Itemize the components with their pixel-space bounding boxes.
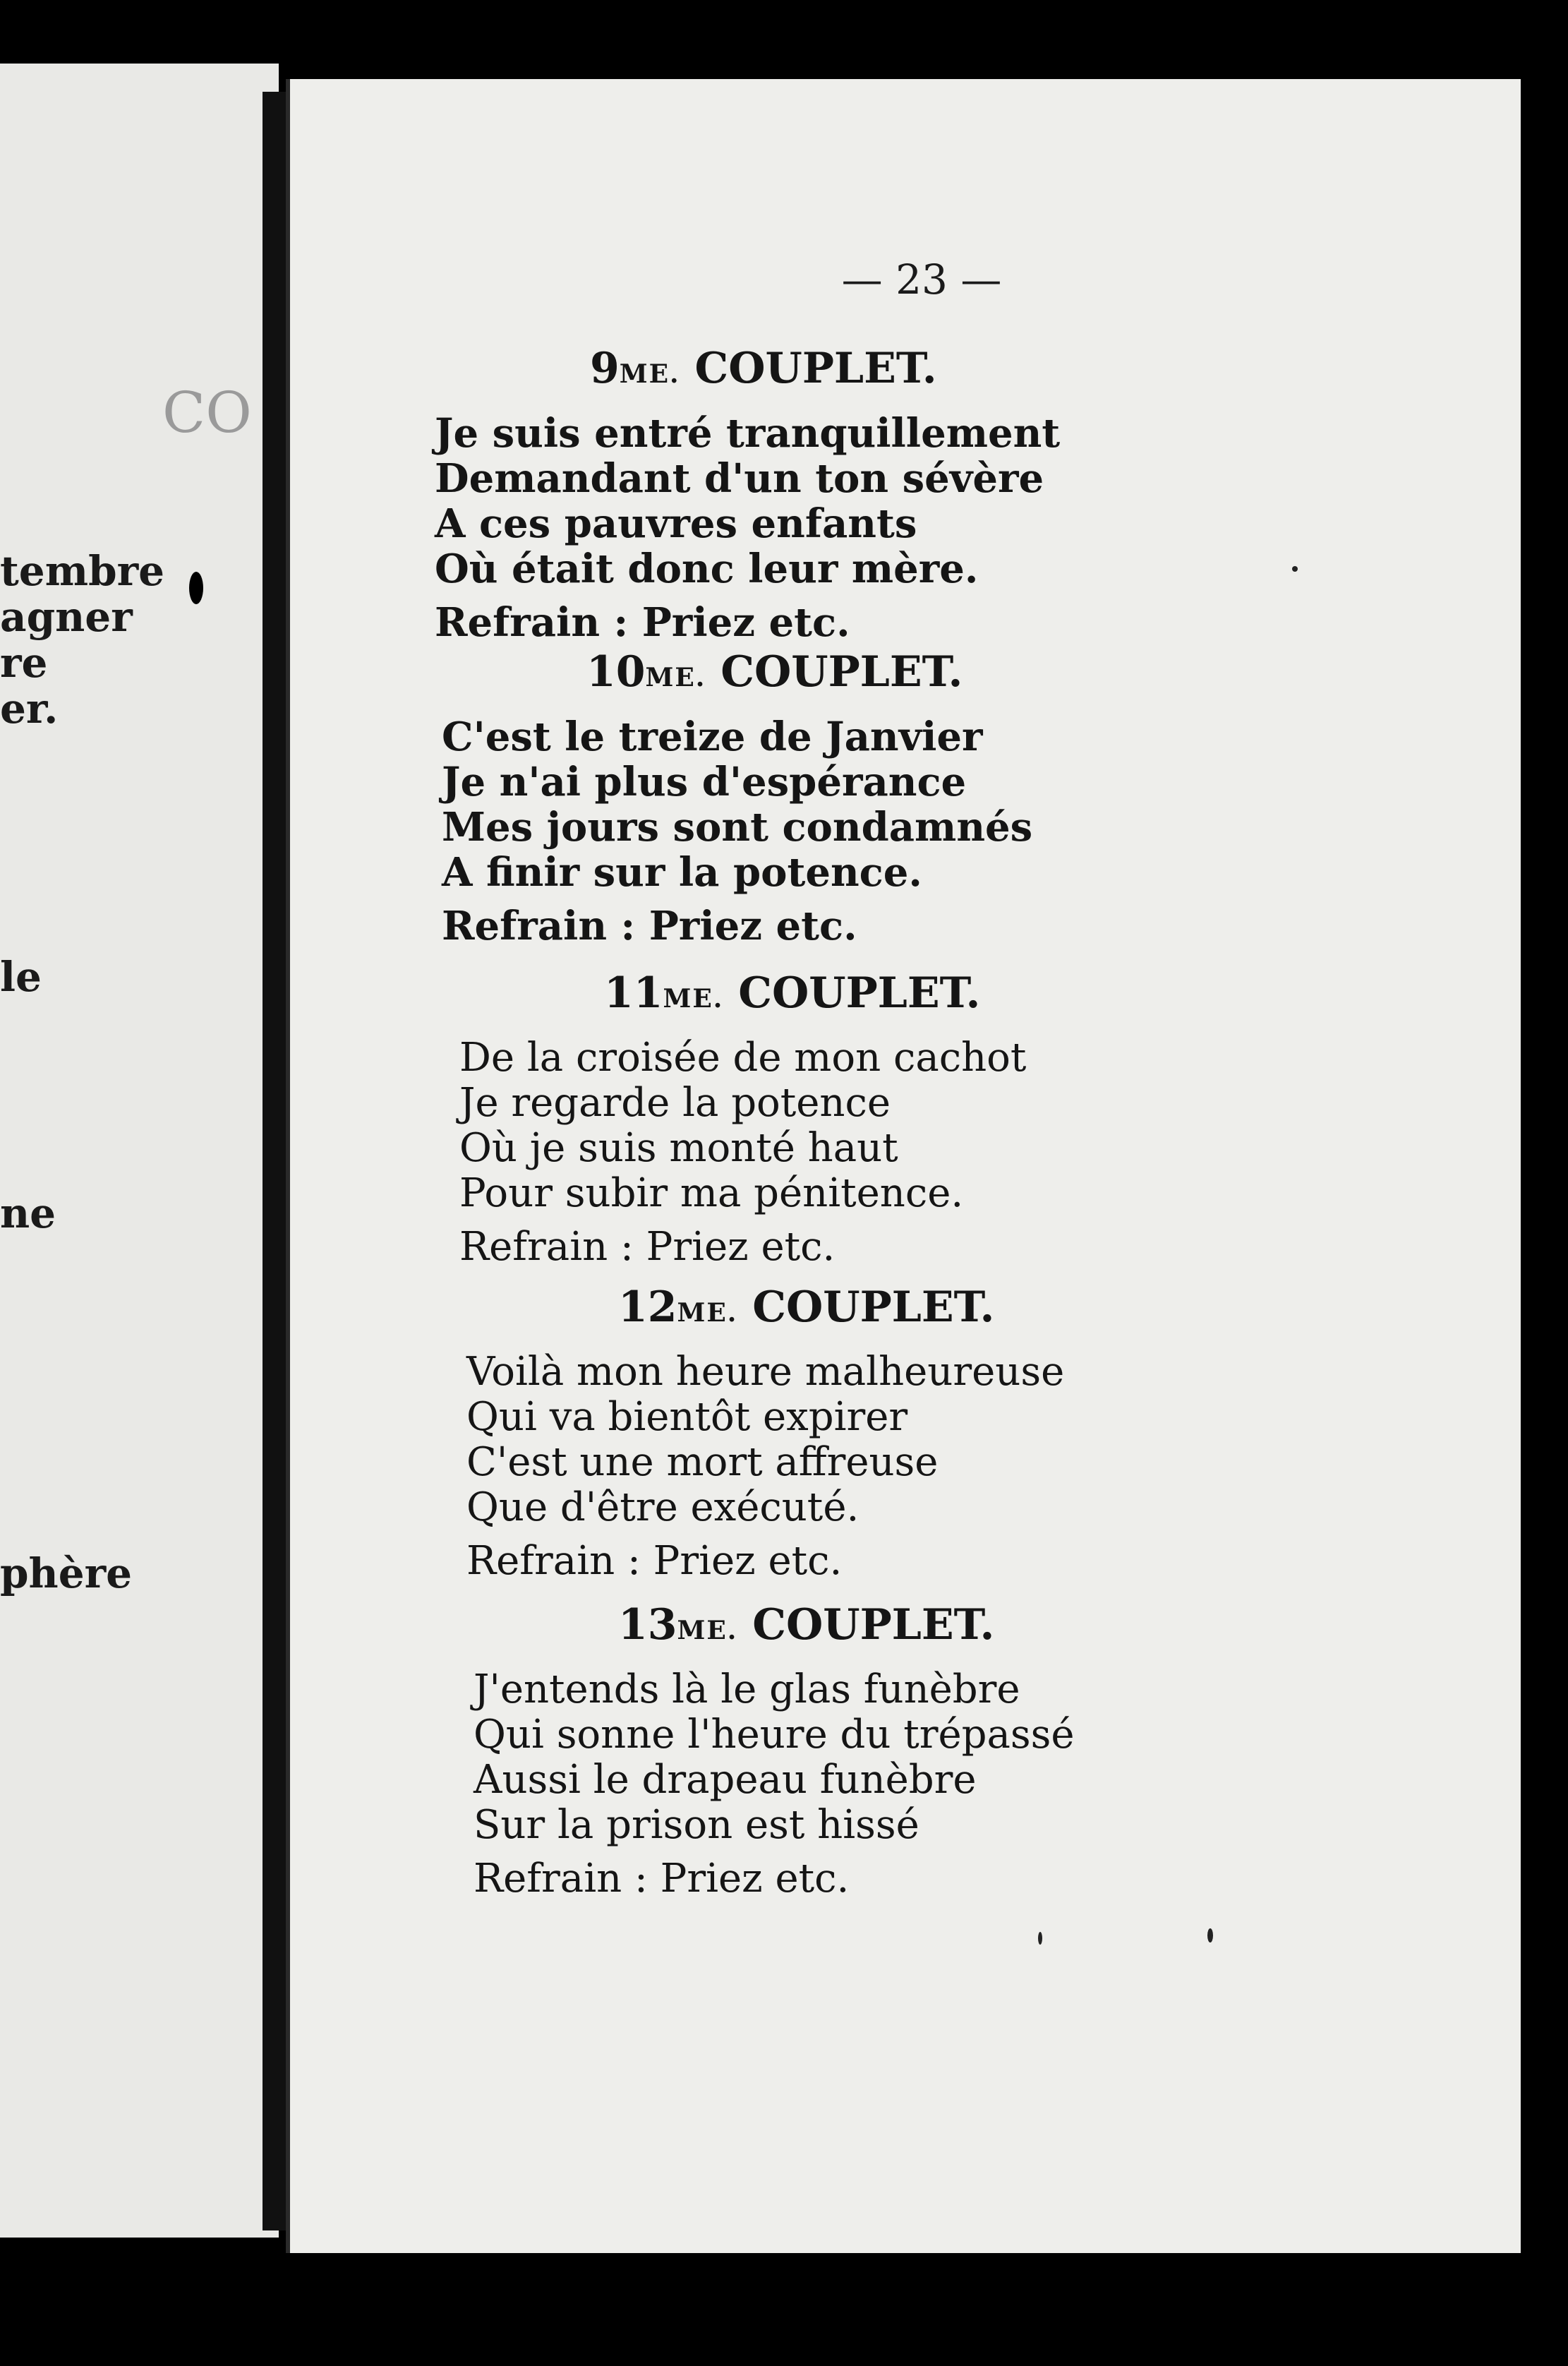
verse-line: Où je suis monté haut	[459, 1125, 898, 1171]
couplet-label: COUPLET.	[752, 1600, 995, 1650]
verse-line: A finir sur la potence.	[442, 849, 922, 896]
verse-line: Mes jours sont condamnés	[442, 804, 1033, 851]
previous-page-line-fragment: phère	[0, 1549, 133, 1597]
previous-page-line-fragment: ne	[0, 1189, 56, 1237]
previous-page-line-fragment: le	[0, 953, 42, 1001]
couplet-10	[442, 647, 1033, 949]
couplet-number: 9	[590, 344, 620, 393]
verse-line: Où était donc leur mère.	[435, 546, 979, 592]
current-page	[286, 79, 1521, 2253]
couplet-title	[442, 647, 1032, 697]
refrain-line: Refrain : Priez etc.	[466, 1538, 843, 1584]
verse-line: Je regarde la potence	[459, 1080, 891, 1126]
verse-line: Je suis entré tranquillement	[435, 410, 1061, 457]
refrain-line: Refrain : Priez etc.	[442, 903, 857, 949]
verse-line: C'est le treize de Janvier	[442, 714, 983, 760]
verse-line: C'est une mort affreuse	[466, 1439, 939, 1485]
couplet-label: COUPLET.	[738, 968, 981, 1018]
verse-line: Sur la prison est hissé	[474, 1802, 919, 1848]
couplet-number-suffix: ME.	[645, 663, 706, 692]
refrain-line: Refrain : Priez etc.	[435, 599, 850, 646]
couplet-12	[466, 1283, 1065, 1584]
verse-line: Aussi le drapeau funèbre	[474, 1757, 977, 1803]
verse-line: Qui sonne l'heure du trépassé	[474, 1712, 1075, 1758]
verse-line: A ces pauvres enfants	[435, 500, 917, 547]
previous-page-line-fragment: agner	[0, 593, 133, 641]
verse-line: Demandant d'un ton sévère	[435, 455, 1044, 502]
couplet-title	[459, 968, 1026, 1018]
couplet-label: COUPLET.	[694, 344, 937, 393]
couplet-title	[474, 1600, 1074, 1650]
couplet-number: 10	[586, 647, 646, 697]
paper-speck	[1207, 1928, 1213, 1942]
previous-page-line-fragment: tembre	[0, 547, 165, 595]
couplet-title	[466, 1283, 1064, 1332]
previous-page-line-fragment: re	[0, 639, 48, 687]
previous-page-line-fragment: er.	[0, 685, 59, 733]
verse-line: De la croisée de mon cachot	[459, 1035, 1027, 1081]
paper-speck	[1038, 1932, 1042, 1945]
couplet-number-suffix: ME.	[677, 1298, 738, 1328]
refrain-line: Refrain : Priez etc.	[474, 1856, 850, 1902]
page-number: — 23 —	[841, 256, 1002, 304]
couplet-number: 13	[618, 1600, 677, 1650]
verse-line: Que d'être exécuté.	[466, 1484, 860, 1530]
couplet-number-suffix: ME.	[677, 1616, 738, 1645]
previous-page-fragment	[0, 64, 279, 2238]
ink-spot	[189, 572, 203, 604]
verse-line: Pour subir ma pénitence.	[459, 1170, 964, 1216]
verse-line: Je n'ai plus d'espérance	[442, 759, 967, 805]
couplet-11	[459, 968, 1027, 1270]
couplet-label: COUPLET.	[752, 1283, 995, 1332]
couplet-number-suffix: ME.	[619, 359, 680, 389]
couplet-title	[435, 344, 1060, 393]
couplet-9	[435, 344, 1061, 646]
paper-speck	[1292, 566, 1298, 572]
couplet-number: 12	[618, 1283, 677, 1332]
refrain-line: Refrain : Priez etc.	[459, 1224, 836, 1270]
verse-line: Voilà mon heure malheureuse	[466, 1349, 1065, 1395]
verse-line: Qui va bientôt expirer	[466, 1394, 908, 1440]
couplet-number: 11	[604, 968, 663, 1018]
couplet-number-suffix: ME.	[663, 984, 724, 1014]
verse-line: J'entends là le glas funèbre	[474, 1667, 1020, 1712]
previous-page-faint-header: CO	[162, 380, 252, 445]
couplet-label: COUPLET.	[720, 647, 963, 697]
couplet-13	[474, 1600, 1075, 1902]
